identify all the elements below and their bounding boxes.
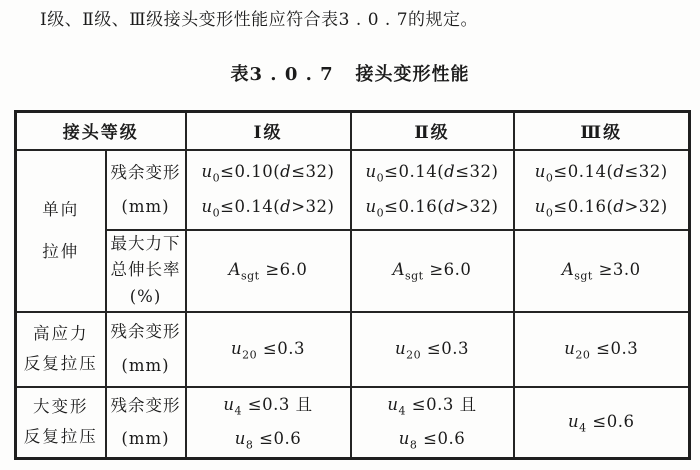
header-cell-grade-1: Ⅰ级 bbox=[186, 112, 351, 150]
table-row-high-stress-cyclic bbox=[16, 312, 690, 387]
value-cell-grade3-residual-tension: $u_0\le 0.14(d\le 32)$ $u_0\le 0.16(d>32)$ bbox=[514, 150, 690, 230]
value-cell-grade2-residual-tension: $u_0\le 0.14(d\le 32)$ $u_0\le 0.16(d>32)$ bbox=[351, 150, 514, 230]
item-cell-residual-deformation-3: 残余变形 (mm) bbox=[106, 387, 186, 459]
value-cell-grade3-high-stress: $u_{20} \le 0.3$ bbox=[514, 312, 690, 387]
item-cell-residual-deformation: 残余变形 (mm) bbox=[106, 150, 186, 230]
value-cell-grade2-elongation: $A_{sgt} \ge 6.0$ bbox=[351, 230, 514, 312]
header-cell-grade-3: Ⅲ级 bbox=[514, 112, 690, 150]
row-group-large-deformation-cyclic: 大变形 反复拉压 bbox=[16, 387, 106, 459]
table-row-total-elongation bbox=[16, 230, 690, 312]
value-cell-grade2-large-deformation: $u_4 \le 0.3$ 且 $u_8 \le 0.6$ bbox=[351, 387, 514, 459]
value-cell-grade2-high-stress: $u_{20} \le 0.3$ bbox=[351, 312, 514, 387]
row-group-high-stress-cyclic: 高应力 反复拉压 bbox=[16, 312, 106, 387]
intro-paragraph: Ⅰ级、Ⅱ级、Ⅲ级接头变形性能应符合表3 . 0 . 7的规定。 bbox=[40, 10, 479, 30]
item-cell-residual-deformation-2: 残余变形 (mm) bbox=[106, 312, 186, 387]
value-cell-grade1-high-stress: $u_{20} \le 0.3$ bbox=[186, 312, 351, 387]
table-row-residual-deformation-tension bbox=[16, 150, 690, 230]
value-cell-grade1-large-deformation: $u_4 \le 0.3$ 且 $u_8 \le 0.6$ bbox=[186, 387, 351, 459]
table-title: 表3 . 0 . 7 接头变形性能 bbox=[230, 64, 470, 85]
value-cell-grade3-elongation: $A_{sgt} \ge 3.0$ bbox=[514, 230, 690, 312]
value-cell-grade3-large-deformation: $u_4 \le 0.6$ bbox=[514, 387, 690, 459]
joint-performance-table bbox=[14, 110, 691, 460]
value-cell-grade1-elongation: $A_{sgt} \ge 6.0$ bbox=[186, 230, 351, 312]
row-group-uniaxial-tension: 单向 拉伸 bbox=[16, 150, 106, 312]
value-cell-grade1-residual-tension: $u_0\le 0.10(d\le 32)$ $u_0\le 0.14(d>32)$ bbox=[186, 150, 351, 230]
item-cell-total-elongation: 最大力下 总伸长率 (%) bbox=[106, 230, 186, 312]
table-row-large-deformation-cyclic bbox=[16, 387, 690, 459]
header-cell-grade-2: Ⅱ级 bbox=[351, 112, 514, 150]
table-header-row bbox=[16, 112, 690, 150]
header-cell-joint-grade: 接头等级 bbox=[16, 112, 186, 150]
